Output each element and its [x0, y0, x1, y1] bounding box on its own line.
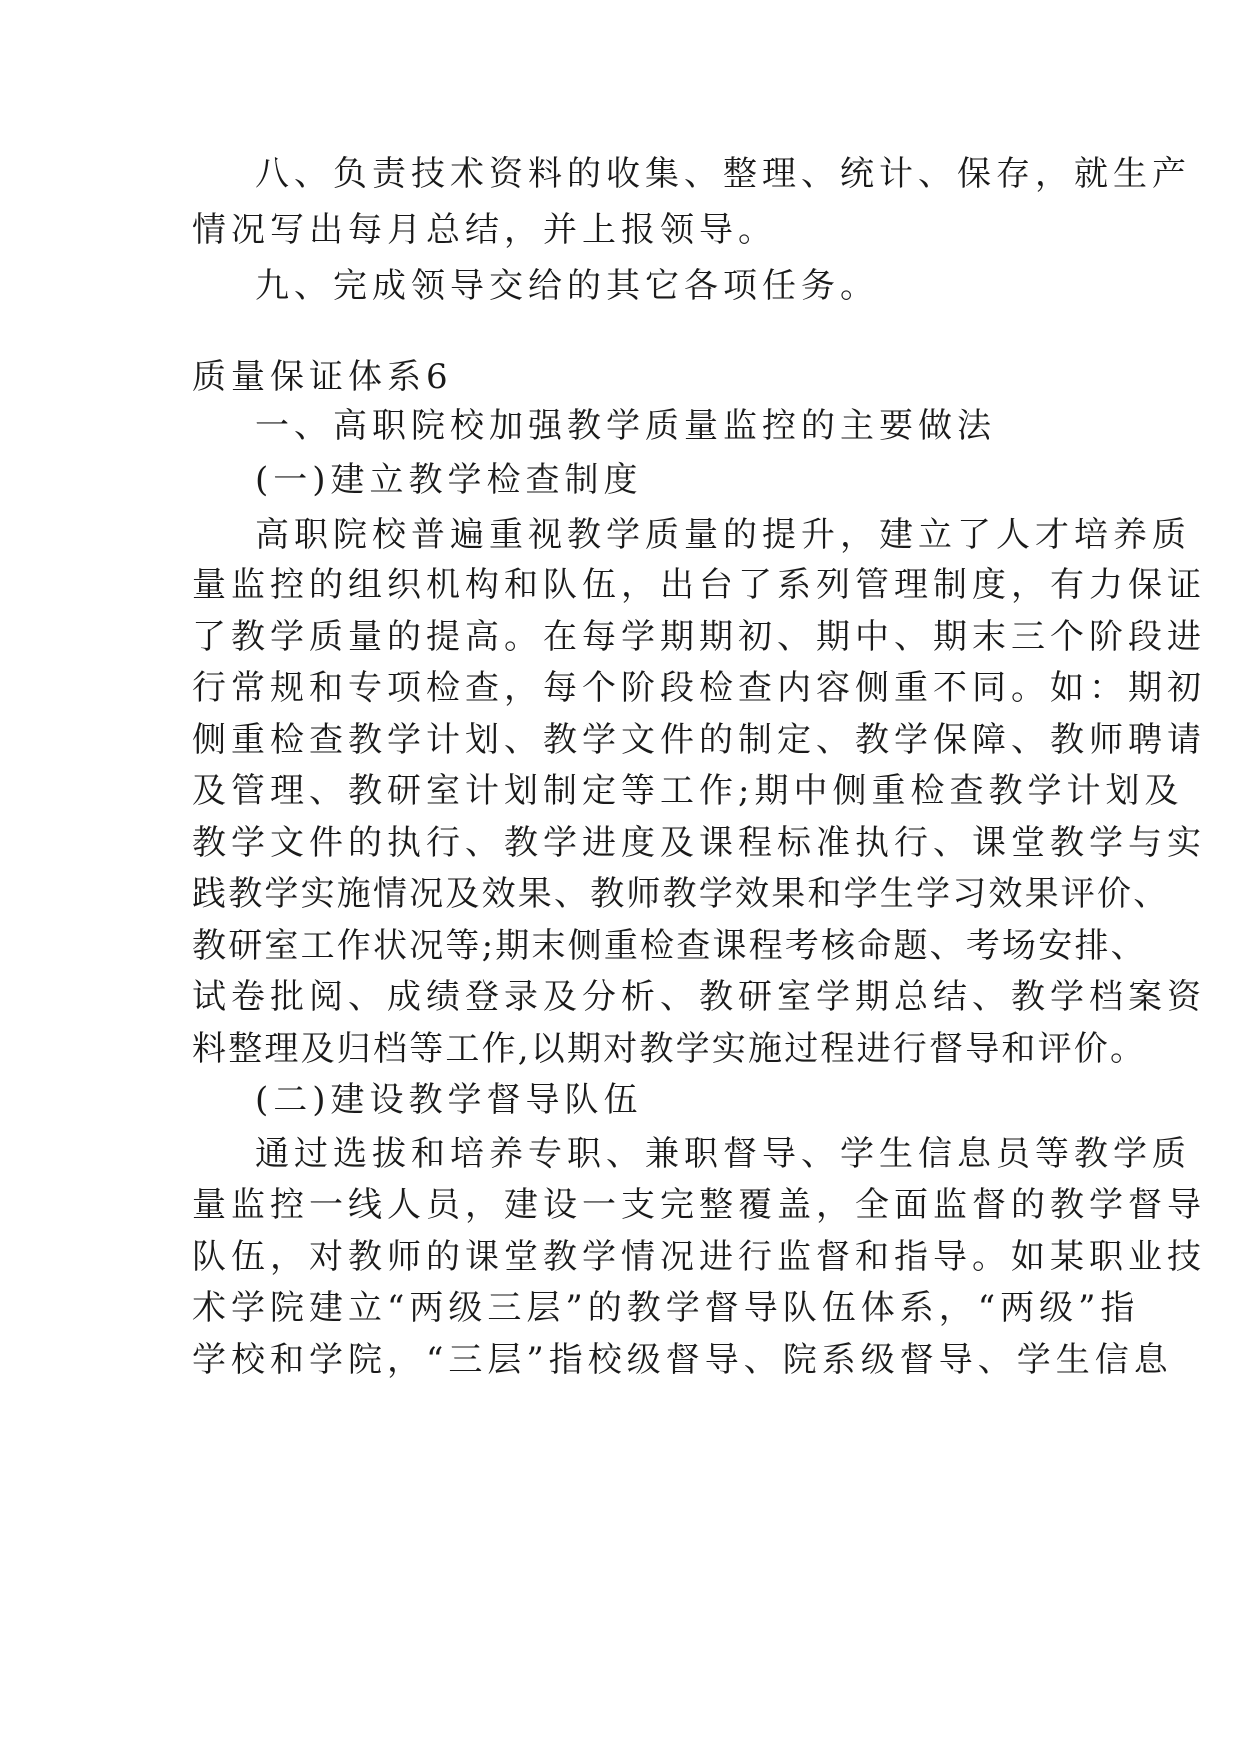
paragraph-line: 量监控的组织机构和队伍，出台了系列管理制度，有力保证	[192, 565, 1206, 605]
subheading: 一、高职院校加强教学质量监控的主要做法	[255, 406, 996, 446]
paragraph-line: 九、完成领导交给的其它各项任务。	[255, 266, 879, 306]
paragraph-line: 情况写出每月总结，并上报领导。	[192, 210, 777, 250]
paragraph-line: 料整理及归档等工作,以期对教学实施过程进行督导和评价。	[192, 1029, 1147, 1069]
paragraph-line: 践教学实施情况及效果、教师教学效果和学生学习效果评价、	[192, 874, 1170, 914]
paragraph-line: 八、负责技术资料的收集、整理、统计、保存，就生产	[255, 154, 1191, 194]
paragraph-line: 教研室工作状况等;期末侧重检查课程考核命题、考场安排、	[192, 926, 1147, 966]
section-heading: 质量保证体系6	[192, 357, 453, 397]
paragraph-line: 及管理、教研室计划制定等工作;期中侧重检查教学计划及	[192, 771, 1184, 811]
paragraph-line: 量监控一线人员，建设一支完整覆盖，全面监督的教学督导	[192, 1185, 1206, 1225]
subheading: (一)建立教学检查制度	[255, 460, 643, 500]
subheading: (二)建设教学督导队伍	[255, 1080, 643, 1120]
paragraph-line: 了教学质量的提高。在每学期期初、期中、期末三个阶段进	[192, 617, 1206, 657]
paragraph-line: 行常规和专项检查，每个阶段检查内容侧重不同。如：期初	[192, 668, 1206, 708]
paragraph-line: 学校和学院，“三层”指校级督导、院系级督导、学生信息	[192, 1340, 1173, 1380]
paragraph-line: 教学文件的执行、教学进度及课程标准执行、课堂教学与实	[192, 823, 1206, 863]
paragraph-line: 高职院校普遍重视教学质量的提升，建立了人才培养质	[255, 515, 1191, 555]
paragraph-line: 侧重检查教学计划、教学文件的制定、教学保障、教师聘请	[192, 720, 1206, 760]
paragraph-line: 试卷批阅、成绩登录及分析、教研室学期总结、教学档案资	[192, 977, 1206, 1017]
paragraph-line: 通过选拔和培养专职、兼职督导、学生信息员等教学质	[255, 1134, 1191, 1174]
paragraph-line: 队伍，对教师的课堂教学情况进行监督和指导。如某职业技	[192, 1237, 1206, 1277]
paragraph-line: 术学院建立“两级三层”的教学督导队伍体系，“两级”指	[192, 1288, 1140, 1328]
